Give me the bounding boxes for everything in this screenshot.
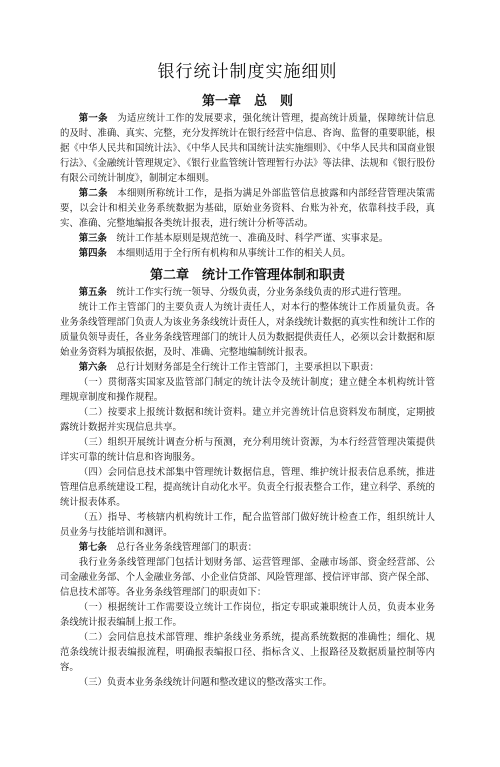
chapter-1-title: 第一章 总 则 bbox=[201, 94, 293, 109]
paragraph-text: （一）根据统计工作需要设立统计工作岗位，指定专职或兼职统计人员，负责本业务条线统计报表编制上报工作。 bbox=[60, 602, 435, 628]
article-label: 第六条 bbox=[78, 362, 107, 373]
document-page bbox=[0, 60, 500, 767]
paragraph bbox=[60, 555, 435, 600]
paragraph-text: 统计工作主管部门的主要负责人为统计责任人，对本行的整体统计工作质量负责。各业务条线管理部门负责人为该业务条线统计责任人，对条线统计数据的真实性和统计工作的质量负领导责任，各业务条线管理部门的统计人员为数据提供责任人，必须以会计数据和原始业务资料为填报依据，及时、准确、完整地编制统计报表。 bbox=[60, 302, 436, 358]
article-label: 第一条 bbox=[78, 113, 108, 124]
list-item bbox=[60, 510, 435, 540]
paragraph-text: （三）负责本业务条线统计问题和整改建议的整改落实工作。 bbox=[78, 677, 332, 688]
article-text: 为适应统计工作的发展要求，强化统计管理，提高统计质量，保障统计信息的及时、准确、真实、完整，充分发挥统计在银行经营中信息、咨询、监督的重要职能，根据《中华人民共和国统计法》、《中华人民共和国统计法实施细则》、《中华人民共和国商业银行法》、《金融统计管理规定》、《银行业监管统计管理暂行办法》等法律、法规和《银行股份有限公司统计制度》，制制定本细则。 bbox=[60, 113, 436, 184]
document-title: 银行统计制度实施细则 bbox=[157, 62, 338, 82]
list-item bbox=[60, 600, 435, 630]
list-item bbox=[60, 465, 435, 510]
paragraph-text: （一）贯彻落实国家及监管部门制定的统计法令及统计制度；建立健全本机构统计管理规章制度和操作规程。 bbox=[60, 377, 435, 403]
paragraph bbox=[60, 300, 435, 360]
article-5 bbox=[60, 285, 435, 300]
chapter-2-title: 第二章 统计工作管理体制和职责 bbox=[149, 268, 345, 283]
article-label: 第七条 bbox=[78, 542, 107, 553]
article-7 bbox=[60, 540, 435, 555]
paragraph-text: （二）按要求上报统计数据和统计资料。建立并完善统计信息资料发布制度，定期披露统计数据并实现信息共享。 bbox=[60, 407, 435, 433]
list-item bbox=[60, 375, 435, 405]
paragraph-text: （三）组织开展统计调查分析与预测，充分利用统计资源，为本行经营管理决策提供详实可靠的统计信息和咨询服务。 bbox=[60, 437, 435, 463]
article-2 bbox=[60, 186, 435, 231]
list-item bbox=[60, 435, 435, 465]
article-text: 总行计划财务部是全行统计工作主管部门，主要承担以下职责： bbox=[116, 362, 379, 373]
article-1 bbox=[60, 111, 435, 186]
article-label: 第三条 bbox=[78, 233, 107, 244]
article-label: 第四条 bbox=[78, 248, 107, 259]
chapter-1-body bbox=[60, 111, 435, 261]
article-text: 本细则适用于全行所有机构和从事统计工作的相关人员。 bbox=[116, 248, 351, 259]
article-text: 统计工作实行统一领导、分级负责，分业务条线负责的形式进行管理。 bbox=[116, 287, 407, 298]
article-text: 总行各业务条线管理部门的职责： bbox=[116, 542, 257, 553]
paragraph-text: 我行业务条线管理部门包括计划财务部、运营管理部、金融市场部、资金经营部、公司金融业务部、个人金融业务部、小企业信贷部、风险管理部、授信评审部、资产保全部、信息技术部等。各业务条线管理部门的职责如下： bbox=[60, 557, 436, 598]
paragraph-text: （五）指导、考核辖内机构统计工作，配合监管部门做好统计检查工作，组织统计人员业务与技能培训和测评。 bbox=[60, 512, 435, 538]
article-6 bbox=[60, 360, 435, 375]
paragraph-text: （二）会同信息技术部管理、维护条线业务系统，提高系统数据的准确性；细化、规范条线统计报表编报流程，明确报表编报口径、指标含义、上报路径及数据质量控制等内容。 bbox=[60, 632, 435, 673]
article-label: 第二条 bbox=[78, 188, 108, 199]
list-item bbox=[60, 675, 435, 690]
article-3 bbox=[60, 231, 435, 246]
chapter-2-body bbox=[60, 285, 435, 690]
article-4 bbox=[60, 246, 435, 261]
paragraph-text: （四）会同信息技术部集中管理统计数据信息，管理、维护统计报表信息系统，推进管理信息系统建设工程，提高统计自动化水平。负责全行报表整合工作，建立科学、系统的统计报表体系。 bbox=[60, 467, 436, 508]
article-label: 第五条 bbox=[78, 287, 107, 298]
list-item bbox=[60, 405, 435, 435]
article-text: 本细则所称统计工作，是指为满足外部监管信息披露和内部经营管理决策需要，以会计和相关业务系统数据为基础，原始业务资料、台账为补充，依靠科技手段，真实、准确、完整地编报各类统计报表，进行统计分析等活动。 bbox=[60, 188, 435, 229]
article-text: 统计工作基本原则是规范统一、准确及时、科学严谨、实事求是。 bbox=[116, 233, 389, 244]
list-item bbox=[60, 630, 435, 675]
